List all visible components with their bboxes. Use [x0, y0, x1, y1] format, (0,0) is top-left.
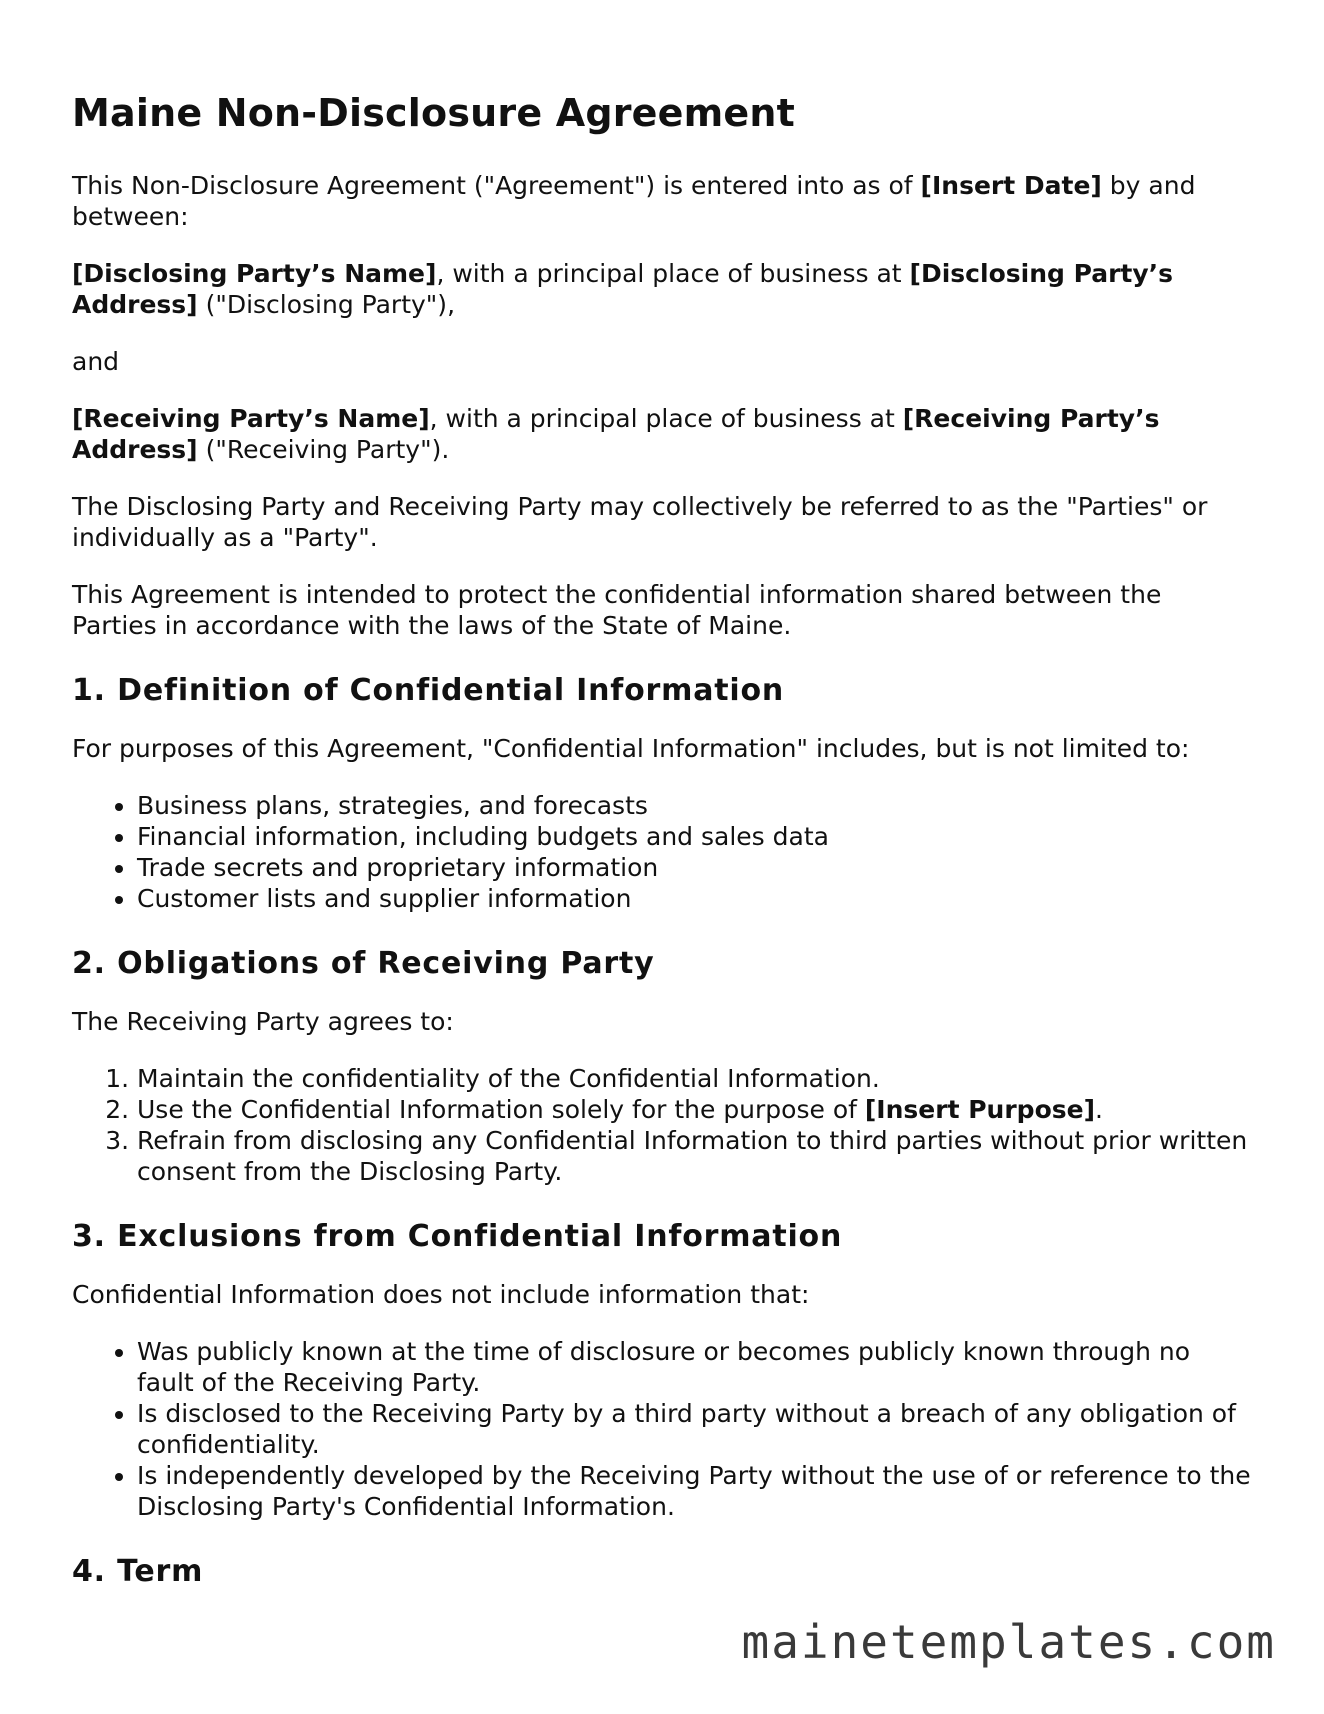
list-item: • Is disclosed to the Receiving Party by a third party without a breach of any obligation of confidentiality. — [137, 1398, 1252, 1460]
section-2-list — [72, 1063, 1252, 1187]
section-3-lead: Confidential Information does not include information that: — [72, 1280, 810, 1309]
receiving-party-name: [Receiving Party’s Name] — [72, 404, 430, 433]
receiving-party-address: [Receiving Party’s Address] — [72, 404, 1160, 464]
section-3-heading: 3. Exclusions from Confidential Information — [72, 1219, 843, 1254]
item-2-post: . — [1095, 1095, 1103, 1124]
list-item: 3. Refrain from disclosing any Confidential Information to third parties without prior written consent from the Disclosing Party. — [137, 1125, 1252, 1187]
list-item: • Trade secrets and proprietary information — [137, 852, 1252, 883]
document-title: Maine Non-Disclosure Agreement — [72, 91, 796, 135]
and-paragraph: and — [72, 347, 120, 376]
parties-paragraph: The Disclosing Party and Receiving Party may collectively be referred to as the "Parties" or individually as a "Party". — [72, 492, 1208, 552]
receiving-party-post: ("Receiving Party"). — [197, 435, 450, 464]
section-4-heading: 4. Term — [72, 1554, 204, 1589]
intro-paragraph — [72, 170, 1252, 232]
list-item: • Financial information, including budgets and sales data — [137, 821, 1252, 852]
section-2-lead: The Receiving Party agrees to: — [72, 1007, 454, 1036]
receiving-party-mid: , with a principal place of business at — [429, 404, 903, 433]
document-page — [72, 88, 1252, 1614]
section-2-heading: 2. Obligations of Receiving Party — [72, 946, 655, 981]
item-2-pre: Use the Confidential Information solely for the purpose of — [137, 1095, 865, 1124]
list-item: • Was publicly known at the time of disclosure or becomes publicly known through no fault of the Receiving Party. — [137, 1336, 1252, 1398]
site-watermark: mainetemplates.com — [741, 1615, 1276, 1669]
list-item: • Is independently developed by the Receiving Party without the use of or reference to the Disclosing Party's Confidential Information. — [137, 1460, 1252, 1522]
list-item: • Business plans, strategies, and forecasts — [137, 790, 1252, 821]
section-3-list — [72, 1336, 1252, 1522]
section-1-list — [72, 790, 1252, 914]
list-item: 1. Maintain the confidentiality of the Confidential Information. — [137, 1063, 1252, 1094]
disclosing-party-mid: , with a principal place of business at — [436, 259, 910, 288]
section-1-lead: For purposes of this Agreement, "Confidential Information" includes, but is not limited to: — [72, 734, 1190, 763]
list-item: • Customer lists and supplier information — [137, 883, 1252, 914]
purpose-paragraph: This Agreement is intended to protect the confidential information shared between the Parties in accordance with the laws of the State of Maine. — [72, 580, 1162, 640]
intro-pre: This Non-Disclosure Agreement ("Agreement") is entered into as of — [72, 171, 921, 200]
disclosing-party-address: [Disclosing Party’s Address] — [72, 259, 1174, 319]
date-placeholder: [Insert Date] — [920, 171, 1102, 200]
section-1-heading: 1. Definition of Confidential Information — [72, 673, 785, 708]
receiving-party-paragraph — [72, 403, 1252, 465]
purpose-placeholder: [Insert Purpose] — [864, 1095, 1096, 1124]
list-item — [137, 1094, 1252, 1125]
disclosing-party-name: [Disclosing Party’s Name] — [72, 259, 437, 288]
intro-post: by and between: — [72, 171, 1196, 231]
disclosing-party-post: ("Disclosing Party"), — [197, 290, 456, 319]
disclosing-party-paragraph — [72, 258, 1252, 320]
